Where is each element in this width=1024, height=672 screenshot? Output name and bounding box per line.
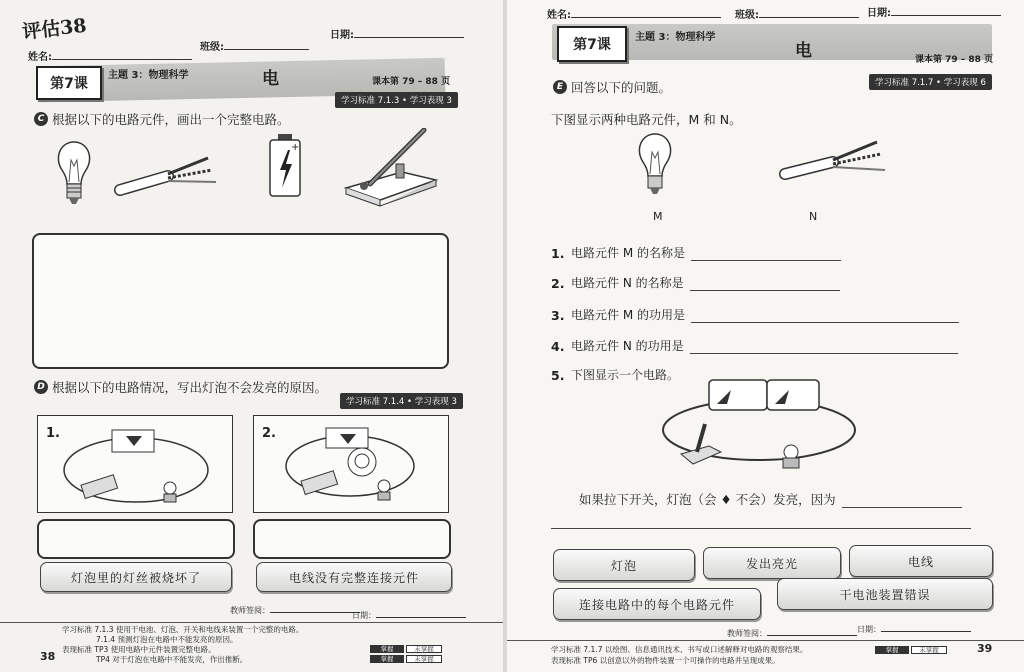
date-field[interactable]: 日期: (330, 26, 464, 41)
drawing-area[interactable] (32, 233, 449, 369)
option-bulb[interactable]: 灯泡 (553, 549, 695, 581)
bulb-icon (58, 142, 89, 204)
option-filament-burnt[interactable]: 灯泡里的灯丝被烧坏了 (40, 562, 232, 592)
label-n: N (809, 210, 818, 223)
option-connect-elements[interactable]: 连接电路中的每个电路元件 (553, 588, 761, 620)
answer-box-1[interactable] (37, 519, 235, 559)
question-5: 5. 下图显示一个电路。 (551, 368, 680, 383)
bulb-icon (639, 134, 670, 194)
question-d-heading: D 根据以下的电路情况，写出灯泡不会发亮的原因。 (34, 378, 327, 396)
page-number-right: 39 (977, 642, 993, 655)
circuit-panel-1 (37, 415, 233, 513)
question-e-badge: E (553, 80, 567, 94)
grade-boxes-left[interactable]: 掌握 未掌握 掌握 未掌握 (370, 645, 446, 663)
standard-badge-d: 学习标准 7.1.4 • 学习表现 3 (340, 393, 463, 409)
page-title-right: 电 (795, 41, 812, 61)
option-battery-wrong[interactable]: 干电池装置错误 (777, 578, 993, 610)
question-c-badge: C (34, 112, 48, 126)
page-title: 电 (262, 69, 279, 89)
circuit-panel-2 (253, 415, 449, 513)
circuit-2-diagram (254, 416, 448, 512)
answer-line-1[interactable] (691, 248, 841, 261)
question-d-badge: D (34, 380, 48, 394)
lesson-label-right: 第7课 (557, 26, 627, 62)
wire-icon (785, 142, 885, 174)
footer-line-1-right: 学习标准 7.1.7 以绘图、信息通讯技术、书写或口述解释对电路的观察结果。 (551, 645, 808, 654)
circuit-1-diagram (38, 416, 232, 512)
footer-line-1: 学习标准 7.1.3 使用干电池、灯泡、开关和电线来装置一个完整的电路。 (62, 625, 304, 634)
wire-icon (120, 158, 216, 190)
footer-line-2: 7.1.4 预测灯泡在电路中不能发亮的原因。 (96, 635, 238, 644)
answer-line-5b[interactable] (551, 528, 971, 529)
option-emits-light[interactable]: 发出亮光 (703, 547, 841, 579)
teacher-sign-field[interactable]: 教师签阅： (230, 605, 360, 616)
class-field[interactable]: 班级: (200, 38, 309, 53)
option-wire[interactable]: 电线 (849, 545, 993, 577)
bulb-icon (783, 445, 799, 468)
question-c-heading: C 根据以下的电路元件，画出一个完整电路。 (34, 110, 290, 128)
footer-line-4: TP4 对于灯泡在电路中不能发亮，作出推断。 (96, 655, 248, 664)
question-3: 3. 电路元件 M 的功用是 (551, 306, 959, 323)
grade-boxes-right[interactable]: 掌握 未掌握 (875, 646, 947, 654)
page-number-left: 38 (40, 650, 56, 663)
footer-line-2-right: 表现标准 TP6 以创意以外的物件装置一个可操作的电路并呈现成果。 (551, 656, 780, 665)
answer-line-2[interactable] (690, 278, 840, 291)
footer-divider-right (507, 640, 1024, 641)
textbook-page-ref: 课本第 79 – 88 页 (372, 77, 451, 87)
lesson-label: 第7课 (36, 66, 102, 100)
standard-badge-e: 学习标准 7.1.7 • 学习表现 6 (869, 74, 992, 90)
answer-box-2[interactable] (253, 519, 451, 559)
question-2: 2. 电路元件 N 的名称是 (551, 274, 840, 291)
footer-line-3: 表现标准 TP3 使用电路中元件装置完整电路。 (62, 645, 216, 654)
class-field-right[interactable]: 班级: (735, 6, 859, 21)
assessment-label: 评估38 (21, 14, 88, 44)
textbook-page-ref-right: 课本第 79 – 88 页 (915, 55, 994, 65)
sign-date-field[interactable]: 日期： (352, 610, 466, 621)
switch-icon (681, 424, 721, 464)
question-1: 1. 电路元件 M 的名称是 (551, 244, 841, 261)
circuit-diagram (657, 374, 867, 484)
footer-divider (0, 622, 503, 623)
option-wire-not-connected[interactable]: 电线没有完整连接元件 (256, 562, 452, 592)
label-m: M (653, 210, 663, 223)
answer-line-4[interactable] (690, 341, 958, 354)
sign-date-field-right[interactable]: 日期： (857, 624, 971, 635)
name-field[interactable]: 姓名: (28, 48, 192, 63)
name-field-right[interactable]: 姓名: (547, 6, 721, 21)
date-field-right[interactable]: 日期: (867, 4, 1001, 19)
panel-2-number: 2. (262, 426, 276, 441)
question-5-sentence: 如果拉下开关，灯泡（会 ♦ 不会）发亮，因为 (579, 490, 962, 508)
svg-text:+: + (291, 142, 300, 153)
battery-icon (270, 134, 300, 196)
switch-icon (346, 130, 436, 206)
theme-label: 主题 3：物理科学 (108, 70, 189, 81)
right-page (507, 0, 1024, 672)
left-page (0, 0, 503, 672)
answer-line-5a[interactable] (842, 495, 962, 508)
question-4: 4. 电路元件 N 的功用是 (551, 337, 958, 354)
components-illustration (40, 128, 460, 218)
teacher-sign-field-right[interactable]: 教师签阅： (727, 628, 857, 639)
elements-m-n-illustration (627, 130, 907, 210)
standard-badge-c: 学习标准 7.1.3 • 学习表现 3 (335, 92, 458, 108)
intro-text: 下图显示两种电路元件，M 和 N。 (551, 112, 742, 127)
theme-label-right: 主题 3：物理科学 (635, 32, 716, 43)
answer-line-3[interactable] (691, 310, 959, 323)
question-e-heading: E 回答以下的问题。 (553, 78, 671, 96)
panel-1-number: 1. (46, 426, 60, 441)
battery-icon (709, 380, 819, 410)
